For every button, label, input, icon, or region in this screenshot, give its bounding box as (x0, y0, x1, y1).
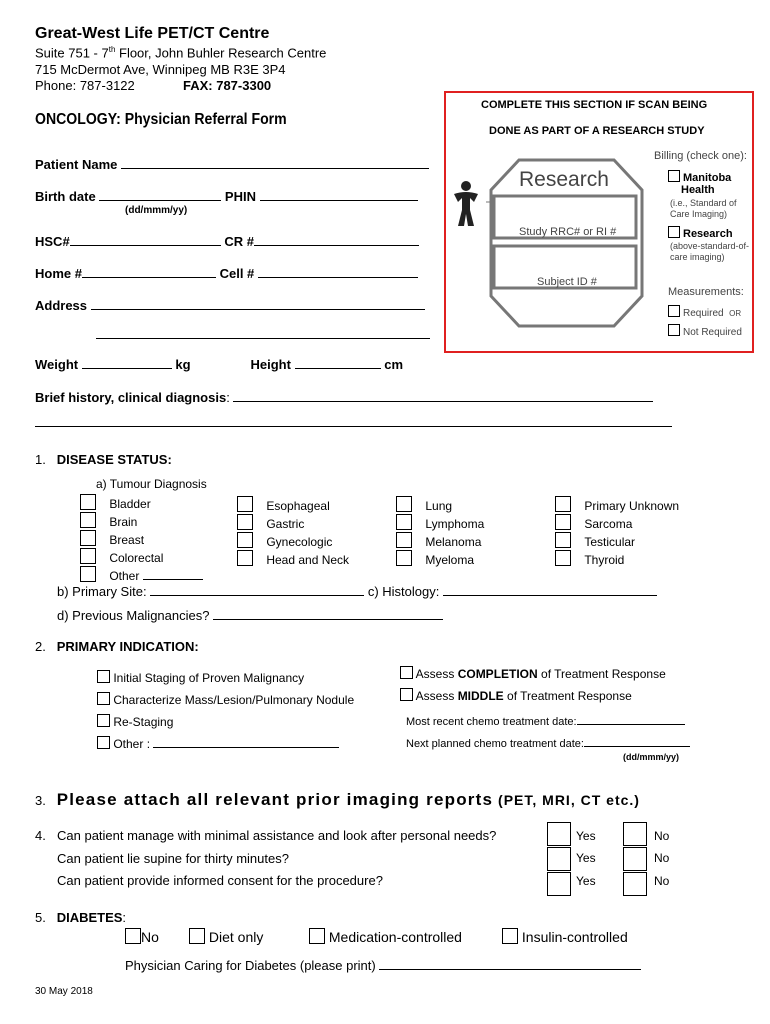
tumour-option[interactable] (555, 550, 679, 568)
tumour-option[interactable] (396, 496, 484, 514)
indication-option-label: Initial Staging of Proven Malignancy (113, 671, 305, 685)
diabetes-no-checkbox[interactable] (125, 928, 141, 944)
research-heading-2: DONE AS PART OF A RESEARCH STUDY (489, 125, 705, 137)
q2-no-label: No (654, 851, 670, 865)
research-option[interactable] (668, 226, 733, 240)
indication-option[interactable] (97, 733, 354, 755)
address-label: Address (35, 298, 88, 313)
q1-yes-checkbox[interactable] (547, 822, 571, 846)
tumour-checkbox[interactable] (80, 494, 96, 510)
tumour-option-label: Sarcoma (584, 517, 633, 531)
rs-note-1: (above-standard-of- (670, 241, 750, 251)
cell-label: Cell # (219, 266, 255, 281)
indication-option-label: Re-Staging (113, 715, 174, 729)
tumour-option[interactable] (80, 548, 203, 566)
history-field-2[interactable] (35, 426, 672, 427)
medication-label: Medication-controlled (328, 929, 462, 945)
physician-label: Physician Caring for Diabetes (please print) (125, 958, 376, 973)
section-4-number: 4. (35, 828, 46, 843)
tumour-option[interactable] (80, 566, 203, 584)
assess-completion-prefix: Assess (415, 667, 458, 681)
rs-note-2: care imaging) (670, 252, 725, 262)
physician-row (125, 957, 641, 973)
tumour-checkbox[interactable] (237, 514, 253, 530)
tumour-option-label: Bladder (109, 497, 151, 511)
diabetes-no-option[interactable] (125, 928, 159, 945)
required-option[interactable] (668, 305, 741, 319)
tumour-option[interactable] (555, 532, 679, 550)
manitoba-label: Manitoba (683, 172, 732, 184)
address-line-1: Suite 751 - 7th Floor, John Buhler Research Centre (35, 45, 327, 61)
section-5-title: DIABETES (56, 910, 123, 925)
assess-completion-checkbox[interactable] (400, 666, 413, 679)
tumour-option[interactable] (237, 550, 349, 568)
diet-only-option[interactable] (189, 928, 263, 945)
diabetes-no-label: No (141, 929, 159, 945)
insulin-checkbox[interactable] (502, 928, 518, 944)
phin-field[interactable] (260, 188, 418, 201)
q2-yes-checkbox[interactable] (547, 847, 571, 871)
tumour-option[interactable] (555, 514, 679, 532)
assess-middle-prefix: Assess (415, 689, 458, 703)
tumour-checkbox[interactable] (396, 550, 412, 566)
tumour-option[interactable] (80, 512, 203, 530)
q2-yes-label: Yes (576, 851, 596, 865)
address-row (35, 297, 425, 313)
q3-yes-label: Yes (576, 874, 596, 888)
tumour-option-label: Other (109, 569, 140, 583)
tumour-option-label: Testicular (584, 535, 636, 549)
indication-option-label: Other : (113, 737, 151, 751)
tumour-option[interactable] (80, 530, 203, 548)
tumour-checkbox[interactable] (237, 550, 253, 566)
cell-phone-field[interactable] (258, 265, 418, 278)
study-label: Study RRC# or RI # (519, 226, 617, 238)
billing-label: Billing (check one): (654, 150, 747, 162)
dob-format: (dd/mmm/yy) (125, 205, 188, 216)
weight-height-row (35, 356, 403, 372)
section-5-heading (35, 910, 126, 925)
tumour-checkbox[interactable] (396, 514, 412, 530)
height-label: Height (250, 357, 291, 372)
tumour-col-1 (80, 494, 203, 584)
assess-middle-suffix: of Treatment Response (503, 689, 632, 703)
not-required-label: Not Required (683, 327, 742, 338)
section-2-number: 2. (35, 639, 46, 654)
section-1-heading (35, 452, 172, 467)
cr-field[interactable] (254, 233, 419, 246)
tumour-checkbox[interactable] (237, 532, 253, 548)
history-label: Brief history, clinical diagnosis (35, 390, 227, 405)
section-5-number: 5. (35, 910, 46, 925)
tumour-label: a) Tumour Diagnosis (96, 477, 207, 491)
indication-checkbox[interactable] (97, 714, 110, 727)
not-required-checkbox[interactable] (668, 324, 680, 336)
mb-note-1: (i.e., Standard of (670, 198, 737, 208)
weight-field[interactable] (82, 356, 172, 369)
health-label: Health (681, 184, 715, 196)
address-line-2: 715 McDermot Ave, Winnipeg MB R3E 3P4 (35, 62, 286, 77)
tumour-col-2 (237, 496, 349, 568)
tumour-option[interactable] (80, 494, 203, 512)
tumour-option-label: Melanoma (425, 535, 482, 549)
research-checkbox[interactable] (668, 226, 680, 238)
chemo-date-format: (dd/mmm/yy) (623, 752, 680, 762)
tumour-option-label: Colorectal (109, 551, 164, 565)
history-row: Brief history, clinical diagnosis: (35, 389, 653, 405)
manitoba-option[interactable] (668, 170, 731, 184)
footer-date: 30 May 2018 (35, 986, 93, 997)
phone: Phone: 787-3122 (35, 78, 135, 93)
cm-label: cm (384, 357, 404, 372)
tumour-option-label: Lymphoma (425, 517, 485, 531)
indication-option[interactable] (97, 711, 354, 733)
histology-label: c) Histology: (367, 584, 440, 599)
recent-chemo-row (406, 712, 685, 728)
q1-no-label: No (654, 829, 670, 843)
hsc-row (35, 233, 419, 249)
diet-only-checkbox[interactable] (189, 928, 205, 944)
insulin-label: Insulin-controlled (521, 929, 628, 945)
tumour-option[interactable] (396, 532, 484, 550)
recent-chemo-field[interactable] (577, 712, 685, 725)
measurements-label: Measurements: (668, 286, 744, 298)
medication-option[interactable] (309, 928, 462, 945)
person-icon (450, 180, 482, 230)
attach-paren: (PET, MRI, CT etc.) (493, 792, 640, 808)
home-phone-field[interactable] (82, 265, 216, 278)
section-1-title: DISEASE STATUS: (56, 452, 172, 467)
home-row (35, 265, 418, 281)
birth-row (35, 188, 418, 204)
indication-option[interactable] (97, 667, 354, 689)
attach-text: Please attach all relevant prior imaging reports (56, 790, 494, 809)
tumour-option-label: Lung (425, 499, 453, 513)
tumour-checkbox[interactable] (396, 532, 412, 548)
q1-yes-label: Yes (576, 829, 596, 843)
q3-yes-checkbox[interactable] (547, 872, 571, 896)
tumour-option-label: Head and Neck (266, 553, 350, 567)
section-2-heading (35, 639, 199, 654)
tumour-option[interactable] (396, 550, 484, 568)
hsc-label: HSC# (35, 234, 70, 249)
tumour-option-label: Esophageal (266, 499, 330, 513)
prev-malignancies-row (57, 607, 443, 623)
tumour-checkbox[interactable] (555, 532, 571, 548)
tumour-checkbox[interactable] (80, 548, 96, 564)
tumour-checkbox[interactable] (555, 550, 571, 566)
diet-only-label: Diet only (208, 929, 264, 945)
subject-label: Subject ID # (537, 276, 597, 288)
patient-name-field[interactable] (121, 156, 429, 169)
height-field[interactable] (295, 356, 381, 369)
physician-field[interactable] (379, 957, 641, 970)
section-3 (35, 790, 640, 810)
mb-note-2: Care Imaging) (670, 209, 728, 219)
tumour-option-label: Brain (109, 515, 138, 529)
primary-site-field[interactable] (150, 583, 364, 596)
birth-date-field[interactable] (99, 188, 221, 201)
tumour-option-label: Gastric (266, 517, 305, 531)
home-label: Home # (35, 266, 82, 281)
tumour-checkbox[interactable] (555, 514, 571, 530)
q2-no-checkbox[interactable] (623, 847, 647, 871)
histology-field[interactable] (443, 583, 657, 596)
address-field-1[interactable] (91, 297, 425, 310)
section-3-number: 3. (35, 793, 46, 808)
primary-site-label: b) Primary Site: (57, 584, 147, 599)
tumour-checkbox[interactable] (80, 512, 96, 528)
indication-checkbox[interactable] (97, 670, 110, 683)
q3-no-label: No (654, 874, 670, 888)
fax: FAX: 787-3300 (183, 78, 272, 93)
octagon-title: Research (519, 168, 609, 191)
medication-checkbox[interactable] (309, 928, 325, 944)
address-field-2[interactable] (96, 338, 430, 339)
question-3: Can patient provide informed consent for the procedure? (57, 873, 383, 888)
birth-label: Birth date (35, 189, 96, 204)
patient-name-label: Patient Name (35, 157, 118, 172)
prev-malignancies-field[interactable] (213, 607, 443, 620)
weight-label: Weight (35, 357, 79, 372)
tumour-checkbox[interactable] (396, 496, 412, 512)
phin-label: PHIN (224, 189, 256, 204)
question-1: Can patient manage with minimal assistance and look after personal needs? (57, 828, 497, 843)
tumour-option-label: Breast (109, 533, 145, 547)
tumour-option[interactable] (396, 514, 484, 532)
q1-no-checkbox[interactable] (623, 822, 647, 846)
indication-option-label: Characterize Mass/Lesion/Pulmonary Nodule (113, 693, 355, 707)
tumour-checkbox[interactable] (555, 496, 571, 512)
tumour-col-4 (555, 496, 679, 568)
or-label: OR (729, 309, 742, 318)
assess-completion-bold: COMPLETION (457, 667, 538, 681)
research-heading-1: COMPLETE THIS SECTION IF SCAN BEING (481, 99, 708, 111)
tumour-option-label: Gynecologic (266, 535, 333, 549)
prev-malignancies-label: d) Previous Malignancies? (57, 608, 210, 623)
centre-title: Great-West Life PET/CT Centre (35, 25, 270, 42)
indication-left (97, 667, 354, 755)
section-5-colon: : (122, 910, 127, 925)
next-chemo-label: Next planned chemo treatment date: (406, 738, 584, 750)
patient-name-row (35, 156, 429, 172)
hsc-field[interactable] (70, 233, 221, 246)
tumour-option[interactable] (237, 496, 349, 514)
primary-site-row (57, 583, 657, 599)
tumour-option-label: Thyroid (584, 553, 625, 567)
tumour-checkbox[interactable] (80, 566, 96, 582)
q3-no-checkbox[interactable] (623, 872, 647, 896)
form-title: ONCOLOGY: Physician Referral Form (35, 111, 287, 128)
section-1-number: 1. (35, 452, 46, 467)
next-chemo-field[interactable] (584, 734, 690, 747)
history-field-1[interactable] (233, 389, 653, 402)
tumour-option[interactable] (555, 496, 679, 514)
research-option-label: Research (683, 228, 733, 240)
indication-checkbox[interactable] (97, 736, 110, 749)
indication-checkbox[interactable] (97, 692, 110, 705)
assess-completion-option[interactable] (400, 666, 666, 681)
other-indication-field[interactable] (153, 735, 339, 748)
manitoba-checkbox[interactable] (668, 170, 680, 182)
assess-middle-bold: MIDDLE (457, 689, 504, 703)
tumour-option[interactable] (237, 532, 349, 550)
not-required-option[interactable] (668, 324, 742, 338)
tumour-checkbox[interactable] (80, 530, 96, 546)
next-chemo-row (406, 734, 690, 750)
section-2-title: PRIMARY INDICATION: (56, 639, 199, 654)
indication-option[interactable] (97, 689, 354, 711)
assess-middle-checkbox[interactable] (400, 688, 413, 701)
assess-completion-suffix: of Treatment Response (537, 667, 666, 681)
required-checkbox[interactable] (668, 305, 680, 317)
cr-label: CR # (224, 234, 254, 249)
required-label: Required (683, 308, 724, 319)
tumour-col-3 (396, 496, 484, 568)
kg-label: kg (175, 357, 191, 372)
tumour-checkbox[interactable] (237, 496, 253, 512)
tumour-option[interactable] (237, 514, 349, 532)
tumour-option-label: Primary Unknown (584, 499, 680, 513)
insulin-option[interactable] (502, 928, 628, 945)
assess-middle-option[interactable] (400, 688, 632, 703)
question-2: Can patient lie supine for thirty minutes? (57, 851, 289, 866)
other-tumour-field[interactable] (143, 567, 203, 580)
tumour-option-label: Myeloma (425, 553, 475, 567)
recent-chemo-label: Most recent chemo treatment date: (406, 716, 577, 728)
